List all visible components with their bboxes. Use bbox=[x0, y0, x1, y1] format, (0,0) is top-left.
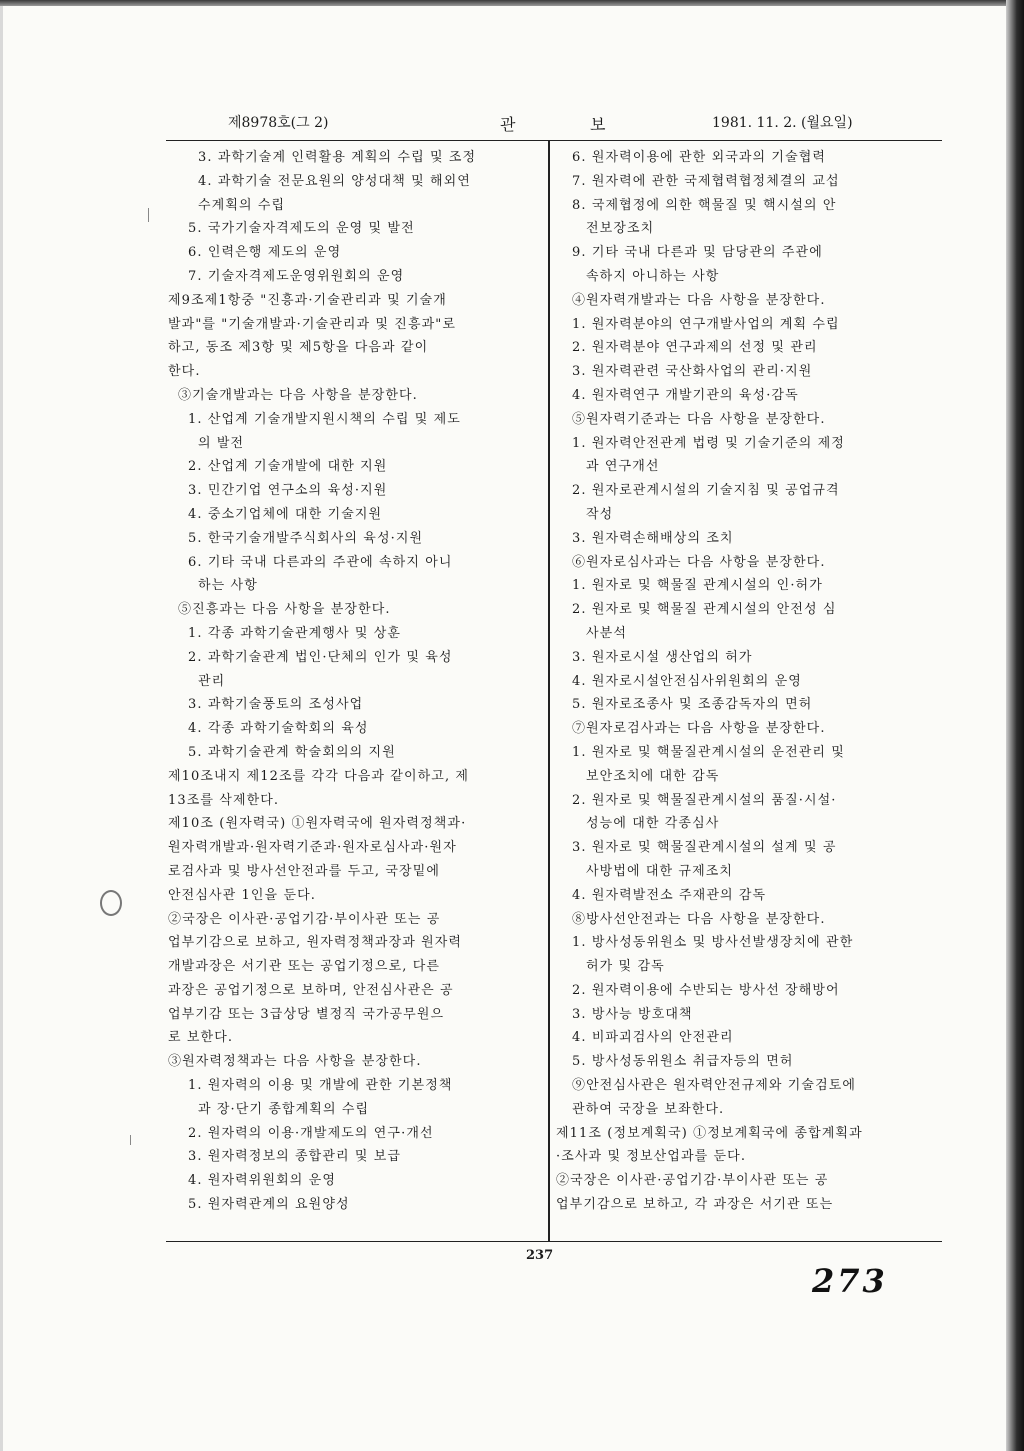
text-line: 하고, 동조 제3항 및 제5항을 다음과 같이 bbox=[168, 340, 429, 356]
text-line: 7. 원자력에 관한 국제협력협정체결의 교섭 bbox=[572, 173, 840, 189]
text-line: 하는 사항 bbox=[198, 578, 258, 594]
text-line: 4. 원자력발전소 주재관의 감독 bbox=[572, 887, 767, 903]
text-line: ④원자력개발과는 다음 사항을 분장한다. bbox=[572, 292, 826, 308]
text-line: ③기술개발과는 다음 사항을 분장한다. bbox=[178, 387, 418, 403]
text-line: 1. 산업계 기술개발지원시책의 수립 및 제도 bbox=[188, 411, 461, 427]
text-line: 1. 원자력분야의 연구개발사업의 계획 수립 bbox=[572, 316, 840, 332]
text-line: 1. 원자로 및 핵물질 관계시설의 인·허가 bbox=[572, 578, 823, 594]
text-line: 2. 과학기술관계 법인·단체의 인가 및 육성 bbox=[188, 649, 453, 665]
text-line: 제9조제1항중 "진흥과·기술관리과 및 기술개 bbox=[168, 292, 447, 308]
text-line: 2. 원자력이용에 수반되는 방사선 장해방어 bbox=[572, 982, 840, 998]
handwritten-page-number: 273 bbox=[812, 1262, 888, 1300]
text-line: ⑥원자로심사과는 다음 사항을 분장한다. bbox=[572, 554, 826, 570]
text-line: 6. 인력은행 제도의 운영 bbox=[188, 245, 342, 261]
text-line: 제10조 (원자력국) ①원자력국에 원자력정책과· bbox=[168, 816, 467, 832]
text-line: 1. 원자로 및 핵물질관계시설의 운전관리 및 bbox=[572, 744, 845, 760]
column-divider bbox=[548, 140, 550, 1242]
text-line: 과 연구개선 bbox=[586, 459, 660, 475]
text-line: 3. 방사능 방호대책 bbox=[572, 1006, 693, 1022]
text-line: 3. 원자로 및 핵물질관계시설의 설계 및 공 bbox=[572, 840, 837, 856]
text-line: 2. 원자력분야 연구과제의 선정 및 관리 bbox=[572, 340, 818, 356]
text-line: 사분석 bbox=[586, 625, 627, 641]
text-line: 성능에 대한 각종심사 bbox=[586, 816, 720, 832]
text-line: ⑤진흥과는 다음 사항을 분장한다. bbox=[178, 602, 391, 618]
page-header bbox=[170, 108, 940, 134]
text-line: 13조를 삭제한다. bbox=[168, 792, 280, 808]
text-line: 1. 원자력안전관계 법령 및 기술기준의 제정 bbox=[572, 435, 845, 451]
page-number: 237 bbox=[526, 1248, 554, 1263]
text-line: 원자력개발과·원자력기준과·원자로심사과·원자 bbox=[168, 840, 457, 856]
issue-number: 제8978호(그 2) bbox=[228, 115, 329, 131]
scan-top-edge bbox=[0, 0, 1024, 6]
text-line: 1. 원자력의 이용 및 개발에 관한 기본정책 bbox=[188, 1078, 453, 1094]
gazette-title-char-1: 관 bbox=[500, 115, 518, 134]
text-line: 관리 bbox=[198, 673, 226, 689]
right-column bbox=[556, 146, 934, 1217]
text-line: 3. 원자력관련 국산화사업의 관리·지원 bbox=[572, 364, 813, 380]
text-line: ⑨안전심사관은 원자력안전규제와 기술검토에 bbox=[572, 1078, 857, 1094]
text-line: 한다. bbox=[168, 364, 201, 380]
text-line: ②국장은 이사관·공업기감·부이사관 또는 공 bbox=[556, 1173, 829, 1189]
scan-mark bbox=[148, 208, 149, 222]
publication-date: 1981. 11. 2. (월요일) bbox=[712, 115, 853, 131]
text-line: ⑦원자로검사과는 다음 사항을 분장한다. bbox=[572, 721, 826, 737]
text-line: 개발과장은 서기관 또는 공업기정으로, 다른 bbox=[168, 959, 441, 975]
text-line: 9. 기타 국내 다른과 및 담당관의 주관에 bbox=[572, 245, 823, 261]
text-line: 업부기감으로 보하고, 원자력정책과장과 원자력 bbox=[168, 935, 463, 951]
text-line: ⑧방사선안전과는 다음 사항을 분장한다. bbox=[572, 911, 826, 927]
text-line: 8. 국제협정에 의한 핵물질 및 핵시설의 안 bbox=[572, 197, 837, 213]
text-line: ⑤원자력기준과는 다음 사항을 분장한다. bbox=[572, 411, 826, 427]
text-line: 보안조치에 대한 감독 bbox=[586, 768, 720, 784]
binder-hole-mark bbox=[100, 890, 122, 916]
text-line: 5. 원자로조종사 및 조종감독자의 면허 bbox=[572, 697, 813, 713]
text-line: 7. 기술자격제도운영위원회의 운영 bbox=[188, 268, 405, 284]
text-line: 수계획의 수립 bbox=[198, 197, 286, 213]
text-line: 업부기감으로 보하고, 각 과장은 서기관 또는 bbox=[556, 1197, 834, 1213]
text-line: 발과"를 "기술개발과·기술관리과 및 진흥과"로 bbox=[168, 316, 457, 332]
text-line: 전보장조치 bbox=[586, 221, 655, 237]
text-line: 2. 원자로관계시설의 기술지침 및 공업규격 bbox=[572, 483, 840, 499]
text-line: 작성 bbox=[586, 506, 614, 522]
text-line: 4. 각종 과학기술학회의 육성 bbox=[188, 721, 369, 737]
text-line: 과 장·단기 종합계획의 수립 bbox=[198, 1101, 370, 1117]
page-left-edge bbox=[0, 0, 3, 1451]
gazette-title-char-2: 보 bbox=[590, 115, 608, 134]
text-line: 1. 각종 과학기술관계행사 및 상훈 bbox=[188, 625, 402, 641]
text-line: 2. 원자로 및 핵물질 관계시설의 안전성 심 bbox=[572, 602, 837, 618]
text-line: 4. 과학기술 전문요원의 양성대책 및 해외연 bbox=[198, 173, 471, 189]
text-line: 5. 국가기술자격제도의 운영 및 발전 bbox=[188, 221, 415, 237]
text-line: 1. 방사성동위원소 및 방사선발생장치에 관한 bbox=[572, 935, 854, 951]
text-line: 4. 중소기업체에 대한 기술지원 bbox=[188, 506, 383, 522]
text-line: 6. 기타 국내 다른과의 주관에 속하지 아니 bbox=[188, 554, 453, 570]
scan-mark bbox=[130, 1135, 131, 1145]
text-line: 4. 비파괴검사의 안전관리 bbox=[572, 1030, 734, 1046]
text-line: 2. 원자로 및 핵물질관계시설의 품질·시설· bbox=[572, 792, 837, 808]
text-line: 5. 원자력관계의 요원양성 bbox=[188, 1197, 350, 1213]
text-line: 3. 민간기업 연구소의 육성·지원 bbox=[188, 483, 388, 499]
text-line: 로 보한다. bbox=[168, 1030, 234, 1046]
left-column bbox=[168, 146, 540, 1217]
text-line: 업부기감 또는 3급상당 별정직 국가공무원으 bbox=[168, 1006, 445, 1022]
text-line: 6. 원자력이용에 관한 외국과의 기술협력 bbox=[572, 150, 827, 165]
text-line: 의 발전 bbox=[198, 435, 245, 451]
text-line: 안전심사관 1인을 둔다. bbox=[168, 887, 316, 903]
text-line: 속하지 아니하는 사항 bbox=[586, 268, 720, 284]
text-line: 사방법에 대한 규제조치 bbox=[586, 863, 734, 879]
text-line: 3. 원자력정보의 종합관리 및 보급 bbox=[188, 1149, 402, 1165]
text-line: ②국장은 이사관·공업기감·부이사관 또는 공 bbox=[168, 911, 441, 927]
text-line: 5. 한국기술개발주식회사의 육성·지원 bbox=[188, 530, 424, 546]
text-line: 허가 및 감독 bbox=[586, 959, 665, 975]
text-line: 2. 산업계 기술개발에 대한 지원 bbox=[188, 459, 388, 475]
text-line: 제10조내지 제12조를 각각 다음과 같이하고, 제 bbox=[168, 768, 470, 784]
text-line: 5. 방사성동위원소 취급자등의 면허 bbox=[572, 1054, 794, 1070]
text-line: 3. 원자로시설 생산업의 허가 bbox=[572, 649, 753, 665]
text-line: 과장은 공업기정으로 보하며, 안전심사관은 공 bbox=[168, 982, 454, 998]
text-line: 4. 원자로시설안전심사위원회의 운영 bbox=[572, 673, 802, 689]
text-line: 2. 원자력의 이용·개발제도의 연구·개선 bbox=[188, 1125, 434, 1141]
text-line: 로검사과 및 방사선안전과를 두고, 국장밑에 bbox=[168, 863, 441, 879]
text-line: 제11조 (정보계획국) ①정보계획국에 종합계획과 bbox=[556, 1125, 863, 1141]
text-line: 4. 원자력위원회의 운영 bbox=[188, 1173, 336, 1189]
text-line: 관하여 국장을 보좌한다. bbox=[572, 1101, 725, 1117]
text-line: 4. 원자력연구 개발기관의 육성·감독 bbox=[572, 387, 799, 403]
text-line: 5. 과학기술관계 학술회의의 지원 bbox=[188, 744, 396, 760]
text-line: 3. 원자력손해배상의 조치 bbox=[572, 530, 734, 546]
text-line: 3. 과학기술계 인력활용 계획의 수립 및 조정 bbox=[198, 150, 477, 165]
text-line: 3. 과학기술풍토의 조성사업 bbox=[188, 697, 364, 713]
text-line: ·조사과 및 정보산업과를 둔다. bbox=[556, 1149, 747, 1165]
text-line: ③원자력정책과는 다음 사항을 분장한다. bbox=[168, 1054, 422, 1070]
scan-right-edge bbox=[1006, 0, 1024, 1451]
